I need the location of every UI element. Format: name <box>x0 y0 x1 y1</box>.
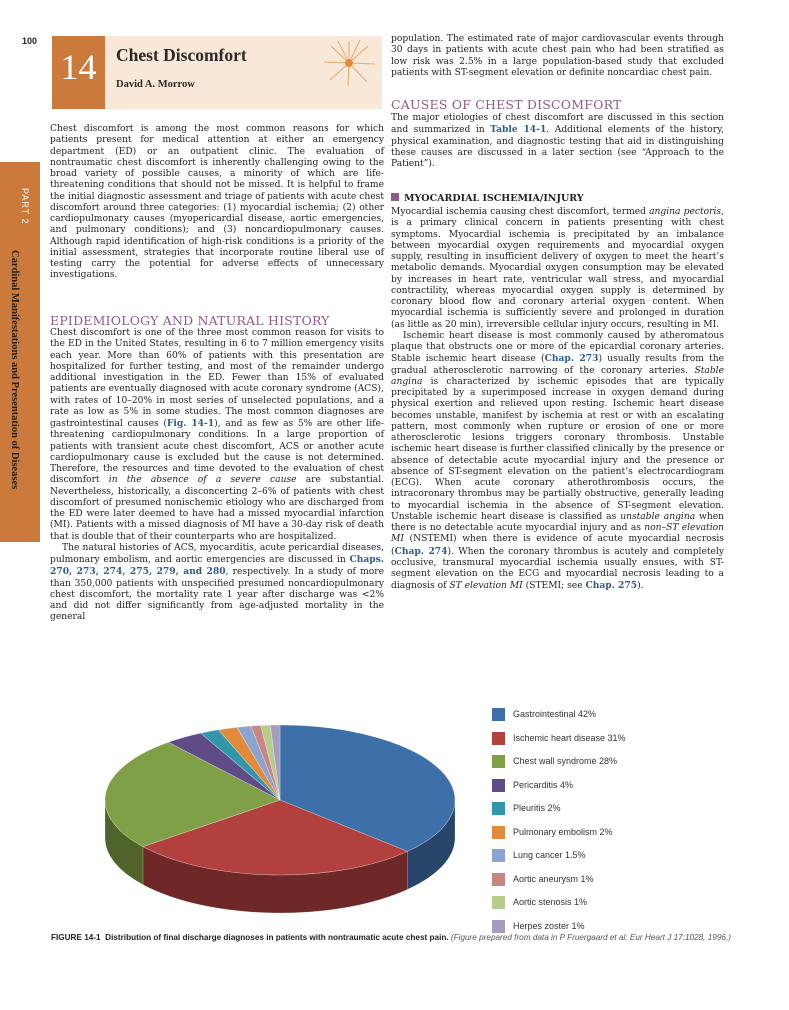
column2-top-paragraph <box>391 34 724 79</box>
legend-swatch <box>492 896 505 909</box>
ischemia-body <box>391 207 724 593</box>
text-run: Chest discomfort is one of the three most common reason for visits to the ED in the United States, resulting in 6 to 7 million emergency visits each year. More than 60% of patients with this presentation are hospitalized for further testing, and most of the remainder undergo additional investigation in the ED. Fewer than 15% of evaluated patients are eventually diagnosed with acute coronary syndrome (ACS), with rates of 10–20% in most series of unselected populations, and a rate as low as 5% in some studies. The most common diagnoses are gastrointestinal causes ( <box>50 328 384 429</box>
legend-label: Chest wall syndrome 28% <box>513 756 618 766</box>
side-tab-part: PART 2 <box>20 188 30 225</box>
side-tab-title: Cardinal Manifestations and Presentation of Diseases <box>9 250 20 490</box>
legend-label: Pleuritis 2% <box>513 803 561 813</box>
ischemia-heading <box>391 193 584 204</box>
table-reference-link[interactable]: Table 14-1 <box>490 124 547 136</box>
text-run: , is a primary clinical concern in patients presenting with chest symptoms. Myocardial ischemia is precipitated by an imbalance between myocardial oxygen requirements and myocardial oxygen supply, resulting in insufficient delivery of oxygen to meet the heart’s metabolic demands. Myocardial oxygen consumption may be elevated by increases in heart rate, ventricular wall stress, and myocardial contractility, whereas myocardial oxygen supply is determined by coronary blood flow and coronary arterial oxygen content. When myocardial ischemia is sufficiently severe and prolonged in duration (as little as 20 min), irreversible cellular injury occurs, resulting in MI. <box>391 207 724 330</box>
legend-item <box>492 826 692 840</box>
text-run: ). <box>637 581 644 592</box>
ink-splat-decoration <box>320 38 378 88</box>
legend-swatch <box>492 732 505 745</box>
text-emphasis: Stable angina <box>391 365 724 387</box>
legend-swatch <box>492 708 505 721</box>
legend-item <box>492 732 692 746</box>
chapter-title: Chest Discomfort <box>116 45 247 65</box>
legend-item <box>492 708 692 722</box>
text-run: The major etiologies of chest discomfort are discussed in this section and summarized in <box>391 113 724 136</box>
text-run: are substantial. Nevertheless, historically, a disconcerting 2–6% of patients with chest discomfort of presumed nonischemic etiology who are discharged from the ED were later deemed to have had a missed myocardial infarction (MI). Patients with a missed diagnosis of MI have a 30-day risk of death that is double that of their counterparts who are hospitalized. <box>50 475 385 542</box>
figure-label: FIGURE 14-1 <box>51 933 101 942</box>
text-run: Myocardial ischemia causing chest discomfort, termed <box>391 207 650 217</box>
chapter-reference-link[interactable]: Chap. 273 <box>544 353 599 365</box>
causes-body <box>391 113 724 170</box>
legend-item <box>492 849 692 863</box>
text-run: ), and as few as 5% are other life-threatening cardiopulmonary conditions. In a large proportion of patients with transient acute chest discomfort, ACS or another acute cardiopulmonary cause is excluded but the cause is not determined. Therefore, the resources and time devoted to the evaluation of chest discomfort <box>50 419 384 486</box>
legend-item <box>492 873 692 887</box>
pie-chart <box>90 700 480 930</box>
legend-label: Pulmonary embolism 2% <box>513 826 613 837</box>
legend-swatch <box>492 920 505 933</box>
text-run: . Additional elements of the history, physical examination, and diagnostic testing that aid in distinguishing these causes are discussed in a later section (see “Approach to the Patient”). <box>391 125 724 169</box>
legend-item <box>492 755 692 769</box>
legend-item <box>492 920 692 934</box>
epidemiology-heading: EPIDEMIOLOGY AND NATURAL HISTORY <box>50 313 330 328</box>
heading-square-icon <box>391 193 399 201</box>
text-emphasis: angina pectoris <box>649 207 722 217</box>
causes-paragraph <box>391 113 724 170</box>
text-run: , respectively. In a study of more than 350,000 patients with unspecified presumed noncardiopulmonary chest discomfort, the mortality rate 1 year after discharge was <2% and did not differ significantly from age-adjusted mortality in the general <box>50 567 384 623</box>
text-emphasis: ST elevation MI <box>449 581 523 592</box>
legend-label: Ischemic heart disease 31% <box>513 732 626 743</box>
legend-item <box>492 896 692 910</box>
text-emphasis: in the absence of a severe cause <box>108 475 297 486</box>
chapter-reference-link[interactable]: Chaps. 270, 273, 274, 275, 279, and 280 <box>50 554 384 578</box>
legend-label: Aortic aneurysm 1% <box>513 873 594 884</box>
figure-reference-link[interactable]: Fig. 14-1 <box>166 418 215 429</box>
intro-text: Chest discomfort is among the most common reasons for which patients present for medical attention at either an emergency department (ED) or an outpatient clinic. The evaluation of nontraumatic chest discomfort is inherently challenging owing to the broad variety of possible causes, a minority of which are life-threatening conditions that should not be missed. It is helpful to frame the initial diagnostic assessment and triage of patients with acute chest discomfort around three categories: (1) myocardial ischemia; (2) other cardiopulmonary causes (myopericardial disease, aortic emergencies, and pulmonary conditions); and (3) noncardiopulmonary causes. Although rapid identification of high-risk conditions is a priority of the initial assessment, strategies that incorporate routine liberal use of testing carry the potential for adverse effects of unnecessary investigations. <box>50 124 384 281</box>
legend-swatch <box>492 873 505 886</box>
causes-heading: CAUSES OF CHEST DISCOMFORT <box>391 97 622 112</box>
legend-swatch <box>492 779 505 792</box>
text-run: ) usually results from the gradual atherosclerotic narrowing of the coronary arteries. <box>391 354 725 376</box>
legend-label: Lung cancer 1.5% <box>513 850 586 860</box>
chapter-reference-link[interactable]: Chap. 275 <box>585 580 638 592</box>
chapter-reference-link[interactable]: Chap. 274 <box>394 545 448 557</box>
legend-swatch <box>492 755 505 768</box>
figure-caption <box>51 933 731 944</box>
epidemiology-paragraph-2 <box>50 543 384 624</box>
legend-label: Pericarditis 4% <box>513 779 574 790</box>
text-run: (NSTEMI) when there is evidence of acute myocardial necrosis ( <box>391 534 724 557</box>
epidemiology-body <box>50 328 384 624</box>
ischemia-paragraph-2 <box>391 331 724 593</box>
figure-source: (Figure prepared from data in P Fruergaard et al: Eur Heart J 17:1028, 1996.) <box>450 933 731 942</box>
text-emphasis: non–ST elevation MI <box>391 523 724 545</box>
legend-item <box>492 779 692 793</box>
legend-item <box>492 802 692 816</box>
text-run: is characterized by ischemic episodes that are typically precipitated by a superimposed increase in oxygen demand during physical exertion and relieved upon resting. Ischemic heart disease becomes unstable, manifest by ischemia at rest or with an escalating pattern, most commonly when rupture or erosion of one or more atherosclerotic lesions triggers coronary thrombosis. Unstable ischemic heart disease is further classified clinically by the presence or absence of detectable acute myocardial injury and the presence or absence of ST-segment elevation on the patient’s electrocardiogram (ECG). When acute coronary atherothrombosis occurs, the intracoronary thrombus may be partially obstructive, generally leading to myocardial ischemia in the absence of ST-segment elevation. Unstable ischemic heart disease is classified as <box>391 376 724 522</box>
legend-swatch <box>492 826 505 839</box>
epidemiology-paragraph-1 <box>50 328 384 543</box>
intro-paragraph <box>50 124 384 282</box>
legend-swatch <box>492 802 505 815</box>
continuation-text: population. The estimated rate of major cardiovascular events through 30 days in patients with acute chest pain who had been stratified as low risk was 2.5% in a large population-based study that excluded patients with ST-segment elevation or definite noncardiac chest pain. <box>391 34 724 78</box>
legend-label: Aortic stenosis 1% <box>513 897 588 907</box>
ischemia-heading-text: MYOCARDIAL ISCHEMIA/INJURY <box>404 193 584 204</box>
text-run: when there is no detectable acute myocardial injury and as <box>391 511 724 533</box>
text-run: Ischemic heart disease is most commonly caused by atheromatous plaque that obstructs one or more of the epicardial coronary arteries. Stable ischemic heart disease ( <box>391 330 724 365</box>
chapter-author: David A. Morrow <box>116 79 195 90</box>
text-run: The natural histories of ACS, myocarditis, acute pericardial diseases, pulmonary embolism, and aortic emergencies are discussed in <box>50 542 384 565</box>
text-run: ). When the coronary thrombus is acutely and completely occlusive, transmural myocardial ischemia usually ensues, with ST-segment elevation on the ECG and myocardial necrosis leading to a diagnosis of <box>391 546 724 592</box>
text-emphasis: unstable angina <box>620 511 696 522</box>
legend-swatch <box>492 849 505 862</box>
ischemia-paragraph-1 <box>391 207 724 331</box>
legend-label: Gastrointestinal 42% <box>513 709 597 719</box>
page-number: 100 <box>22 36 38 46</box>
figure-caption-text: Distribution of final discharge diagnoses in patients with nontraumatic acute chest pain. <box>105 933 449 942</box>
text-run: (STEMI; see <box>522 581 586 592</box>
legend-label: Herpes zoster 1% <box>513 920 585 931</box>
chapter-number: 14 <box>52 36 105 109</box>
